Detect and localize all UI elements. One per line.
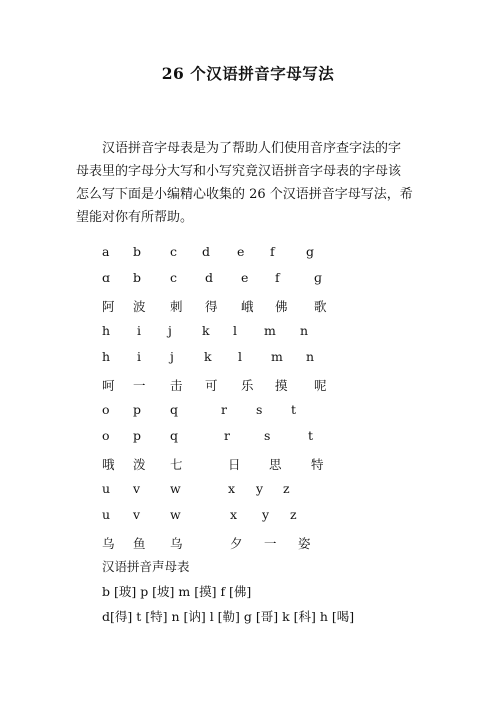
intro-line: 望能对你有所帮助。 (76, 210, 194, 225)
alphabet-cell: x (228, 481, 236, 496)
alphabet-cell: q (170, 402, 179, 417)
alphabet-cell: t (308, 428, 314, 443)
alphabet-row (0, 270, 496, 292)
alphabet-cell: t (291, 402, 297, 417)
alphabet-cell: u (102, 507, 111, 522)
alphabet-cell: v (133, 481, 141, 496)
alphabet-cell: 乌 (102, 536, 115, 551)
intro-line: 母表里的字母分大写和小写究竟汉语拼音字母表的字母该 (76, 164, 402, 179)
alphabet-cell: o (102, 428, 110, 443)
alphabet-cell: a (102, 244, 110, 259)
alphabet-cell: i (137, 349, 141, 364)
alphabet-cell: f (275, 270, 280, 285)
alphabet-cell: 佛 (275, 299, 288, 314)
alphabet-cell: n (300, 323, 309, 338)
alphabet-cell: y (256, 481, 264, 496)
alphabet-cell: s (264, 428, 271, 443)
alphabet-cell: 乐 (241, 378, 254, 393)
intro-line: 怎么写下面是小编精心收集的 26 个汉语拼音字母写法，希 (76, 187, 413, 202)
alphabet-cell: 乌 (170, 536, 183, 551)
alphabet-row (0, 507, 496, 529)
initials-line: b [玻] p [坡] m [摸] f [佛] (102, 584, 252, 599)
alphabet-cell: e (237, 244, 245, 259)
alphabet-cell: l (238, 349, 242, 364)
alphabet-cell: d (202, 244, 211, 259)
alphabet-cell: 特 (311, 457, 324, 472)
alphabet-cell: d (205, 270, 214, 285)
alphabet-cell: 击 (170, 378, 183, 393)
alphabet-cell: z (283, 481, 290, 496)
alphabet-cell: k (204, 349, 212, 364)
alphabet-cell: q (170, 428, 179, 443)
alphabet-cell: c (170, 270, 178, 285)
alphabet-cell: 波 (133, 299, 146, 314)
alphabet-row (0, 455, 496, 477)
intro-paragraph (76, 137, 420, 229)
alphabet-cell: f (270, 244, 275, 259)
alphabet-cell: 日 (228, 457, 241, 472)
alphabet-cell: ɡ (314, 270, 323, 285)
intro-line: 汉语拼音字母表是为了帮助人们使用音序查字法的字 (102, 141, 402, 156)
alphabet-row (0, 428, 496, 450)
alphabet-cell: 姿 (298, 536, 311, 551)
alphabet-cell: p (133, 428, 142, 443)
initials-line: d[得] t [特] n [讷] l [勒] g [哥] k [科] h [喝] (102, 609, 355, 624)
alphabet-row (0, 244, 496, 266)
alphabet-cell: b (133, 244, 142, 259)
alphabet-cell: y (262, 507, 270, 522)
alphabet-cell: j (168, 323, 172, 338)
alphabet-cell: b (133, 270, 142, 285)
alphabet-row (0, 481, 496, 503)
alphabet-cell: 哦 (102, 457, 115, 472)
alphabet-cell: h (102, 323, 111, 338)
alphabet-cell: m (271, 349, 283, 364)
alphabet-cell: k (202, 323, 210, 338)
alphabet-row (0, 376, 496, 398)
alphabet-cell: u (102, 481, 111, 496)
alphabet-cell: z (290, 507, 297, 522)
alphabet-row (0, 349, 496, 371)
alphabet-cell: s (256, 402, 263, 417)
alphabet-cell: 一 (133, 378, 146, 393)
alphabet-cell: 思 (269, 457, 282, 472)
alphabet-cell: r (221, 402, 227, 417)
alphabet-cell: 夕 (230, 536, 243, 551)
alphabet-cell: m (264, 323, 276, 338)
alphabet-cell: r (224, 428, 230, 443)
alphabet-cell: j (170, 349, 174, 364)
alphabet-cell: i (137, 323, 141, 338)
alphabet-cell: w (170, 481, 181, 496)
initials-heading: 汉语拼音声母表 (102, 559, 190, 574)
alphabet-row (0, 297, 496, 319)
alphabet-cell: 刺 (170, 299, 183, 314)
alphabet-cell: 摸 (275, 378, 288, 393)
document-title: 26 个汉语拼音字母写法 (161, 64, 335, 83)
alphabet-cell: e (241, 270, 249, 285)
alphabet-cell: 得 (205, 299, 218, 314)
alphabet-cell: p (133, 402, 142, 417)
alphabet-cell: g (306, 244, 315, 259)
alphabet-row (0, 323, 496, 345)
alphabet-row (0, 534, 496, 556)
alphabet-cell: w (170, 507, 181, 522)
alphabet-cell: 峨 (241, 299, 254, 314)
alphabet-cell: n (306, 349, 315, 364)
alphabet-cell: 阿 (102, 299, 115, 314)
alphabet-cell: c (170, 244, 178, 259)
alphabet-cell: ɑ (102, 270, 111, 285)
alphabet-cell: v (133, 507, 141, 522)
alphabet-cell: 呢 (314, 378, 327, 393)
alphabet-cell: 七 (170, 457, 183, 472)
alphabet-cell: h (102, 349, 111, 364)
alphabet-cell: o (102, 402, 110, 417)
alphabet-cell: l (233, 323, 237, 338)
alphabet-cell: 可 (205, 378, 218, 393)
alphabet-cell: 鱼 (133, 536, 146, 551)
alphabet-cell: x (230, 507, 238, 522)
alphabet-cell: 歌 (314, 299, 327, 314)
alphabet-cell: 呵 (102, 378, 115, 393)
alphabet-row (0, 402, 496, 424)
alphabet-cell: 泼 (133, 457, 146, 472)
alphabet-cell: 一 (264, 536, 277, 551)
